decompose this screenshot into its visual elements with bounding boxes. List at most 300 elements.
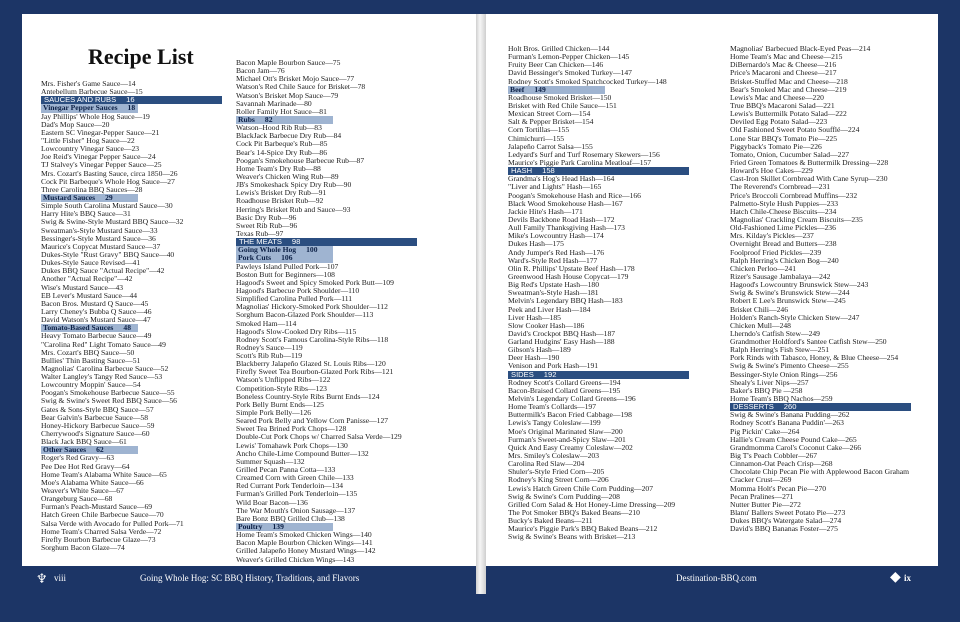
- entry-title: Sweet Tea Brined Pork Chops—128: [236, 425, 347, 434]
- entry-title: Melvin's Legendary Collard Greens—196: [508, 395, 636, 404]
- entry-title: Mike's Lowcountry Hash—174: [508, 232, 604, 241]
- entry-title: Mrs. Cozart's BBQ Sauce—50: [41, 348, 135, 357]
- entry-title: Venison and Pork Hash—191: [508, 362, 599, 371]
- recipe-entry: [508, 216, 723, 224]
- recipe-entry: [236, 279, 456, 287]
- recipe-entry: [730, 346, 935, 354]
- entry-title: Home Team's Smoked Chicken Wings—140: [236, 531, 372, 540]
- recipe-entry: [236, 499, 456, 507]
- recipe-entry: [508, 200, 723, 208]
- recipe-entry: [41, 284, 241, 292]
- entry-title: Aull Family Thanksgiving Hash—173: [508, 224, 625, 233]
- entry-title: Andy Jumper's Red Hash—176: [508, 248, 605, 257]
- entry-title: Ancho Chile-Lime Compound Butter—132: [236, 449, 369, 458]
- recipe-entry: [730, 322, 935, 330]
- entry-title: Piggyback's Tomato Pie—226: [730, 142, 822, 151]
- recipe-entry: [730, 476, 935, 484]
- entry-title: SAUCES AND RUBS: [44, 96, 117, 105]
- entry-title: Grilled Pecan Panna Cotta—133: [236, 466, 336, 475]
- recipe-entry: [236, 206, 456, 214]
- entry-title: Corn Tortillas—155: [508, 126, 570, 135]
- recipe-entry: [508, 192, 723, 200]
- entry-title: "Little Fisher" Hog Sauce—22: [41, 136, 135, 145]
- recipe-entry: [236, 344, 456, 352]
- recipe-entry: [236, 385, 456, 393]
- recipe-entry: [730, 208, 935, 216]
- recipe-entry: [730, 232, 935, 240]
- entry-title: Pecan Pralines—271: [730, 492, 794, 501]
- recipe-entry: [41, 218, 241, 226]
- entry-title: Chimichurri—155: [508, 134, 565, 143]
- recipe-entry: [41, 414, 241, 422]
- entry-title: Grilled Jalapeño Honey Mustard Wings—142: [236, 547, 376, 556]
- entry-title: Brisket with Red Chile Sauce—151: [508, 101, 617, 110]
- entry-title: Pee Dee Hot Red Gravy—64: [41, 462, 130, 471]
- entry-title: Furman's Sweet-and-Spicy Slaw—201: [508, 435, 626, 444]
- entry-title: Howard's Hoe Cakes—229: [730, 167, 813, 176]
- recipe-entry: [41, 520, 241, 528]
- recipe-entry: [730, 249, 935, 257]
- entry-title: HASH: [511, 167, 533, 176]
- recipe-entry: [508, 517, 723, 525]
- entry-title: Pork Cuts: [238, 254, 272, 263]
- entry-title: Roadhouse Brisket Rub—92: [236, 197, 324, 206]
- recipe-entry: [41, 389, 241, 397]
- entry-title: Harry Hite's BBQ Sauce—31: [41, 210, 131, 219]
- entry-title: Mustard Sauces: [43, 193, 96, 202]
- recipe-entry: [508, 411, 723, 419]
- entry-title: Holt Bros. Grilled Chicken—144: [508, 45, 610, 53]
- recipe-entry: [730, 306, 935, 314]
- entry-title: Rodney's Sauce—119: [236, 343, 303, 352]
- recipe-entry: [41, 153, 241, 161]
- entry-title: Maurice's Piggie Park's BBQ Baked Beans—212: [508, 525, 658, 534]
- entry-title: Price's Broccoli Cornbread Muffins—232: [730, 191, 858, 200]
- recipe-entry: [236, 287, 456, 295]
- recipe-entry: [41, 422, 241, 430]
- state-shape-icon: ◆: [890, 570, 901, 585]
- recipe-entry: [730, 126, 935, 134]
- page-number: 106: [281, 254, 293, 263]
- recipe-entry: [730, 297, 935, 305]
- recipe-entry: [730, 354, 935, 362]
- recipe-entry: [236, 425, 456, 433]
- entry-title: Deviled Egg Potato Salad—223: [730, 118, 828, 127]
- entry-title: Home Team's Mac and Cheese—215: [730, 53, 843, 62]
- recipe-entry: [730, 436, 935, 444]
- recipe-entry: [508, 151, 723, 159]
- recipe-entry: [41, 235, 241, 243]
- recipe-entry: [236, 515, 456, 523]
- entry-title: Old-Fashioned Lime Pickles—236: [730, 224, 836, 233]
- recipe-entry: [41, 145, 241, 153]
- subsection-heading: [508, 86, 605, 94]
- entry-title: Salsa Verde with Avocado for Pulled Pork—71: [41, 519, 184, 528]
- recipe-entry: [730, 273, 935, 281]
- recipe-entry: [508, 362, 723, 370]
- entry-title: Magnolias' Barbecued Black-Eyed Peas—214: [730, 45, 871, 53]
- entry-title: Bullies' Thin Basting Sauce—51: [41, 356, 141, 365]
- entry-title: Hatch Chile-Cheese Biscuits—234: [730, 207, 837, 216]
- recipe-entry: [41, 129, 241, 137]
- subsection-heading: [41, 324, 138, 332]
- recipe-entry: [730, 468, 935, 476]
- entry-title: Cracker Crust—269: [730, 476, 792, 485]
- entry-title: Grandma's Hog's Head Hash—164: [508, 175, 615, 184]
- recipe-entry: [41, 332, 241, 340]
- recipe-entry: [236, 393, 456, 401]
- recipe-entry: [730, 362, 935, 370]
- recipe-entry: [41, 349, 241, 357]
- entry-title: Sorghum Bacon-Glazed Pork Shoulder—113: [236, 311, 374, 320]
- recipe-entry: [508, 493, 723, 501]
- recipe-entry: [236, 417, 456, 425]
- entry-title: DESSERTS: [733, 403, 774, 412]
- page-number: 260: [783, 403, 797, 412]
- right-page: [486, 14, 938, 594]
- entry-title: Home Team's BBQ Nachos—259: [730, 395, 833, 404]
- recipe-entry: [236, 368, 456, 376]
- recipe-entry: [508, 273, 723, 281]
- entry-title: Sorghum Bacon Glaze—74: [41, 544, 125, 553]
- entry-title: Texas Rub—97: [236, 229, 284, 238]
- entry-title: Dukes BBQ's Watergate Salad—274: [730, 517, 842, 526]
- entry-title: Moe's Alabama White Sauce—66: [41, 478, 144, 487]
- entry-title: Holden's Ranch-Style Chicken Stew—247: [730, 313, 860, 322]
- entry-title: Jay Phillips' Whole Hog Sauce—19: [41, 112, 150, 121]
- entry-title: Devils Backbone Road Hash—172: [508, 215, 615, 224]
- recipe-entry: [41, 438, 241, 446]
- section-heading: [508, 167, 689, 175]
- entry-title: Chocolate Chip Pecan Pie with Applewood Bacon Graham: [730, 468, 910, 477]
- entry-title: Home Team's Charred Salsa Verde—72: [41, 527, 162, 536]
- page-number: 82: [264, 115, 273, 124]
- recipe-entry: [41, 292, 241, 300]
- page-title: Recipe List: [88, 44, 194, 69]
- entry-title: Lowcountry Moppin' Sauce—54: [41, 381, 141, 390]
- recipe-entry: [508, 208, 723, 216]
- subsection-heading: [41, 446, 138, 454]
- recipe-entry: [508, 53, 723, 61]
- entry-title: Wise's Mustard Sauce—43: [41, 283, 124, 292]
- recipe-entry: [730, 371, 935, 379]
- recipe-entry: [236, 466, 456, 474]
- entry-title: Bessinger-Style Onion Rings—256: [730, 370, 838, 379]
- entry-title: Rodney's King Street Corn—206: [508, 476, 609, 485]
- entry-title: Another "Actual Recipe"—42: [41, 275, 133, 284]
- recipe-entry: [41, 251, 241, 259]
- recipe-entry: [236, 214, 456, 222]
- page-number: 100: [306, 246, 318, 255]
- subsection-heading: [41, 194, 138, 202]
- recipe-entry: [508, 436, 723, 444]
- entry-title: Smoked Ham—114: [236, 319, 297, 328]
- recipe-entry: [236, 507, 456, 515]
- entry-title: Hagood's Slow-Cooked Dry Ribs—115: [236, 327, 357, 336]
- page-number: 29: [105, 193, 113, 202]
- recipe-entry: [730, 240, 935, 248]
- recipe-column-3: [508, 45, 723, 542]
- entry-title: Deer Hash—190: [508, 354, 560, 363]
- entry-title: Poultry: [238, 523, 263, 532]
- recipe-entry: [730, 452, 935, 460]
- entry-title: Poogan's Smokehouse Hash and Rice—166: [508, 191, 641, 200]
- recipe-entry: [41, 365, 241, 373]
- recipe-entry: [41, 471, 241, 479]
- entry-title: Roller Family Hot Sauce—81: [236, 107, 327, 116]
- recipe-entry: [730, 509, 935, 517]
- right-footer-text: Destination-BBQ.com: [676, 573, 757, 583]
- entry-title: David Bessinger's Smoked Turkey—147: [508, 69, 632, 78]
- recipe-entry: [730, 94, 935, 102]
- recipe-entry: [508, 314, 723, 322]
- entry-title: Magnolias' Crackling Cream Biscuits—235: [730, 215, 863, 224]
- entry-title: Pork Belly Burnt Ends—125: [236, 400, 324, 409]
- recipe-entry: [508, 249, 723, 257]
- entry-title: Orangeburg Sauce—68: [41, 495, 113, 504]
- recipe-entry: [41, 511, 241, 519]
- left-page-number: viii: [54, 573, 67, 583]
- entry-title: David's Crockpot BBQ Hash—187: [508, 329, 616, 338]
- entry-title: Ralph Herring's Fish Stew—251: [730, 346, 830, 355]
- entry-title: TJ Stalvey's Vinegar Pepper Sauce—25: [41, 161, 162, 170]
- recipe-entry: [508, 240, 723, 248]
- recipe-entry: [236, 67, 456, 75]
- recipe-entry: [41, 406, 241, 414]
- entry-title: Tomato, Onion, Cucumber Salad—227: [730, 150, 850, 159]
- entry-title: Shuler's-Style Fried Corn—205: [508, 468, 605, 477]
- recipe-entry: [236, 311, 456, 319]
- page-number: 139: [272, 523, 284, 532]
- entry-title: Home Team's Alabama White Sauce—65: [41, 470, 167, 479]
- recipe-entry: [41, 463, 241, 471]
- entry-title: Swig & Swine's Pimento Cheese—255: [730, 362, 849, 371]
- recipe-entry: [508, 78, 723, 86]
- entry-title: Watson–Hood Rib Rub—83: [236, 124, 322, 133]
- recipe-entry: [508, 501, 723, 509]
- entry-title: Other Sauces: [43, 446, 87, 455]
- entry-title: Overnight Bread and Butters—238: [730, 240, 837, 249]
- recipe-entry: [730, 330, 935, 338]
- recipe-entry: [730, 69, 935, 77]
- entry-title: Quick And Easy Creamy Coleslaw—202: [508, 443, 633, 452]
- entry-title: Grilled Corn Salad & Hot Honey-Lime Dressing—209: [508, 500, 676, 509]
- recipe-entry: [508, 460, 723, 468]
- recipe-entry: [41, 503, 241, 511]
- recipe-entry: [730, 525, 935, 533]
- entry-title: Creamed Corn with Green Chile—133: [236, 474, 354, 483]
- recipe-entry: [730, 118, 935, 126]
- recipe-entry: [508, 224, 723, 232]
- entry-title: Watson's Brisket Mop Sauce—79: [236, 91, 339, 100]
- recipe-entry: [41, 88, 241, 96]
- entry-title: Boston Butt for Beginners—108: [236, 270, 335, 279]
- recipe-entry: [730, 183, 935, 191]
- entry-title: Pawleys Island Pulled Pork—107: [236, 262, 339, 271]
- entry-title: Peek and Liver Hash—184: [508, 305, 591, 314]
- recipe-entry: [730, 45, 935, 53]
- entry-title: Three Carolina BBQ Sauces—28: [41, 185, 143, 194]
- recipe-entry: [236, 490, 456, 498]
- recipe-entry: [730, 200, 935, 208]
- recipe-entry: [508, 346, 723, 354]
- entry-title: Furman's Grilled Pork Tenderloin—135: [236, 490, 358, 499]
- section-heading: [41, 96, 222, 104]
- entry-title: Sweet Rib Rub—96: [236, 221, 298, 230]
- recipe-entry: [508, 533, 723, 541]
- entry-title: Double-Cut Pork Chops w/ Charred Salsa Verde—129: [236, 433, 402, 442]
- entry-title: DiBernardo's Mac & Cheese—216: [730, 61, 837, 70]
- entry-title: Fried Green Tomatoes & Buttermilk Dressing—228: [730, 158, 889, 167]
- entry-title: Honey-Hickory Barbecue Sauce—59: [41, 421, 155, 430]
- entry-title: Bare Bonz BBQ Grilled Club—138: [236, 514, 345, 523]
- entry-title: Bear's Smoked Mac and Cheese—219: [730, 85, 847, 94]
- entry-title: Rodney Scott's Collard Greens—194: [508, 378, 621, 387]
- entry-title: Mrs. Cozart's Basting Sauce, circa 1850—26: [41, 169, 178, 178]
- recipe-entry: [730, 53, 935, 61]
- recipe-entry: [236, 271, 456, 279]
- recipe-entry: [236, 352, 456, 360]
- entry-title: Lewis's Mac and Cheese—220: [730, 93, 824, 102]
- recipe-entry: [41, 161, 241, 169]
- entry-title: Swig & Swine's Banana Pudding—262: [730, 411, 850, 420]
- entry-title: Grandmomma Carol's Coconut Cake—266: [730, 443, 862, 452]
- recipe-entry: [41, 210, 241, 218]
- recipe-entry: [730, 428, 935, 436]
- entry-title: Chicken Mull—248: [730, 321, 791, 330]
- entry-title: Rodney Scott's Banana Puddin'—263: [730, 419, 844, 428]
- recipe-entry: [730, 265, 935, 273]
- recipe-entry: [41, 308, 241, 316]
- entry-title: Bear's 14-Spice Dry Rub—86: [236, 148, 328, 157]
- recipe-entry: [508, 110, 723, 118]
- entry-title: Gibson's Hash—189: [508, 346, 571, 355]
- entry-title: Simple Pork Belly—126: [236, 409, 312, 418]
- recipe-entry: [730, 102, 935, 110]
- recipe-entry: [236, 442, 456, 450]
- recipe-entry: [41, 202, 241, 210]
- recipe-entry: [508, 102, 723, 110]
- recipe-entry: [730, 281, 935, 289]
- recipe-entry: [730, 460, 935, 468]
- recipe-entry: [41, 316, 241, 324]
- recipe-column-4: [730, 45, 935, 533]
- entry-title: Summer Squash—132: [236, 457, 305, 466]
- recipe-entry: [730, 143, 935, 151]
- recipe-entry: [730, 224, 935, 232]
- entry-title: The Reverend's Cornbread—231: [730, 183, 831, 192]
- entry-title: Mrs. Kilday's Pickles—237: [730, 232, 814, 241]
- entry-title: Heavy Tomato Barbecue Sauce—49: [41, 332, 152, 341]
- recipe-entry: [41, 430, 241, 438]
- recipe-entry: [508, 525, 723, 533]
- entry-title: Cock Pit Barbeque's Rub—85: [236, 140, 328, 149]
- entry-title: Dukes BBQ Sauce "Actual Recipe"—42: [41, 267, 165, 276]
- entry-title: Baker's BBQ Pie —258: [730, 386, 803, 395]
- recipe-entry: [41, 300, 241, 308]
- entry-title: Scott's Rib Rub—119: [236, 352, 303, 361]
- recipe-entry: [508, 289, 723, 297]
- entry-title: Brisket-Stuffed Mac and Cheese—218: [730, 77, 848, 86]
- recipe-entry: [508, 468, 723, 476]
- recipe-entry: [508, 509, 723, 517]
- subsection-heading: [236, 523, 333, 531]
- left-footer-text: Going Whole Hog: SC BBQ History, Traditions, and Flavors: [140, 573, 360, 583]
- recipe-entry: [236, 376, 456, 384]
- page-number: 158: [542, 167, 555, 176]
- subsection-heading: [41, 104, 138, 112]
- page-number: 98: [291, 238, 301, 247]
- entry-title: Slow Cooker Hash—186: [508, 321, 585, 330]
- entry-title: David's BBQ Bananas Foster—275: [730, 525, 838, 534]
- recipe-entry: [41, 454, 241, 462]
- entry-title: Big Red's Upstate Hash—180: [508, 281, 600, 290]
- entry-title: Roger's Red Gravy—63: [41, 454, 115, 463]
- entry-title: Sweatman's-Style Hash—181: [508, 289, 599, 298]
- entry-title: Competition-Style Ribs—123: [236, 384, 327, 393]
- recipe-entry: [236, 556, 456, 564]
- entry-title: Seared Pork Belly and Yellow Corn Panisse—127: [236, 417, 389, 426]
- entry-title: Lowcountry Vinegar Sauce—23: [41, 145, 140, 154]
- entry-title: Poogan's Smokehouse Barbecue Rub—87: [236, 156, 365, 165]
- palmetto-logo-icon: ♆: [36, 571, 48, 586]
- entry-title: "Liver and Lights" Hash—165: [508, 183, 602, 192]
- entry-title: Bear Galvin's Barbecue Sauce—58: [41, 413, 149, 422]
- entry-title: Bacon Maple Bourbon Sauce—75: [236, 59, 341, 67]
- recipe-entry: [730, 61, 935, 69]
- entry-title: Bacon Maple Bourbon Chicken Wings—141: [236, 539, 373, 548]
- entry-title: Melvin's Legendary BBQ Hash—183: [508, 297, 623, 306]
- recipe-entry: [41, 341, 241, 349]
- entry-title: Lewis' Tomahawk Pork Chops—130: [236, 441, 348, 450]
- entry-title: Beef: [510, 85, 525, 94]
- entry-title: Maurice's Copycat Mustard Sauce—37: [41, 242, 161, 251]
- recipe-entry: [730, 257, 935, 265]
- entry-title: Palmetto-Style Hush Puppies—233: [730, 199, 838, 208]
- entry-title: Foolproof Fried Pickles—239: [730, 248, 822, 257]
- page-number: 18: [127, 104, 136, 113]
- entry-title: Hatch Green Chile Barbecue Sauce—70: [41, 511, 164, 520]
- entry-title: Salt & Pepper Brisket—154: [508, 118, 594, 127]
- recipe-entry: [41, 357, 241, 365]
- entry-title: Hagood's Barbecue Pork Shoulder—110: [236, 286, 360, 295]
- entry-title: Weaver's Chicken Wing Rub—89: [236, 172, 339, 181]
- section-heading: [508, 371, 689, 379]
- entry-title: Basic Dry Rub—96: [236, 213, 297, 222]
- entry-title: Garland Hudgins' Easy Hash—188: [508, 338, 615, 347]
- recipe-entry: [508, 135, 723, 143]
- entry-title: Big T's Peach Cobbler—267: [730, 452, 818, 461]
- entry-title: Price's Macaroni and Cheese—217: [730, 69, 837, 78]
- entry-title: Maurice's Piggie Park Carolina Meatloaf—157: [508, 158, 652, 167]
- entry-title: Mrs. Smiley's Coleslaw—203: [508, 452, 600, 461]
- recipe-entry: [236, 458, 456, 466]
- recipe-entry: [508, 183, 723, 191]
- recipe-entry: [508, 281, 723, 289]
- entry-title: Swig & Swine's Brunswick Stew—244: [730, 289, 850, 298]
- recipe-entry: [730, 175, 935, 183]
- page-number: 16: [126, 96, 135, 105]
- recipe-entry: [730, 379, 935, 387]
- entry-title: Jackie Hite's Hash—171: [508, 207, 583, 216]
- entry-title: Vinegar Pepper Sauces: [43, 104, 118, 113]
- recipe-entry: [508, 322, 723, 330]
- entry-title: Home Team's Dry Rub—88: [236, 164, 321, 173]
- entry-title: Lewis's Brisket Dry Rub—91: [236, 189, 327, 198]
- entry-title: Cock Pit Barbeque's Whole Hog Sauce—27: [41, 177, 175, 186]
- right-page-number: ix: [904, 573, 912, 583]
- entry-title: BlackJack Barbecue Dry Rub—84: [236, 132, 342, 141]
